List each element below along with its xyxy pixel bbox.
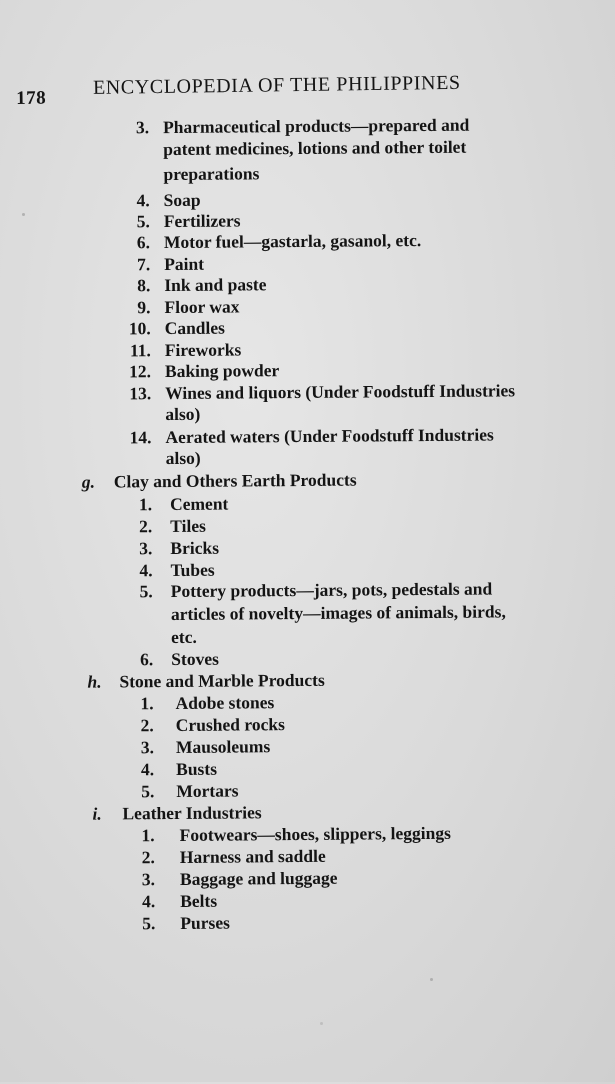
item-text-line [163, 114, 555, 138]
item-number: 9. [137, 297, 151, 318]
item-text: Wines and liquors (Under Foodstuff Industries [165, 380, 516, 404]
item-text: Floor wax [164, 296, 240, 318]
item-text: Pharmaceutical products—prepared and [162, 114, 470, 138]
section-letter: g. [81, 471, 96, 492]
item-number: 1. [140, 693, 154, 714]
item-number: 6. [140, 649, 154, 670]
item-number: 12. [129, 361, 152, 382]
paper-speck [320, 1022, 323, 1025]
item-text: also) [165, 447, 201, 469]
item-text: Tubes [170, 559, 215, 581]
item-text: patent medicines, lotions and other toilet [163, 136, 467, 160]
item-number: 7. [136, 254, 151, 275]
item-text: Cement [169, 493, 229, 515]
item-text: Stoves [171, 648, 219, 670]
item-number: 1. [138, 494, 153, 515]
item-text: Fertilizers [163, 210, 241, 232]
paper-speck [22, 213, 25, 216]
item-number: 4. [139, 560, 153, 581]
item-text: Candles [164, 317, 226, 339]
item-text: Paint [164, 253, 205, 275]
item-number: 5. [136, 211, 150, 232]
item-number: 2. [140, 715, 154, 736]
item-text: Crushed rocks [175, 714, 285, 735]
item-text: articles of novelty—images of animals, birds, [170, 601, 506, 625]
paper-speck [430, 978, 433, 981]
item-number: 8. [137, 275, 151, 296]
item-text: Pottery products—jars, pots, pedestals and [170, 578, 493, 602]
item-number: 3. [139, 538, 153, 559]
item-number: 4. [136, 190, 150, 211]
item-number: 10. [128, 318, 151, 339]
item-number: 5. [142, 913, 156, 934]
item-text: etc. [170, 626, 197, 648]
running-title: ENCYCLOPEDIA OF THE PHILIPPINES [92, 71, 461, 99]
item-text: Aerated waters (Under Foodstuff Industries [165, 424, 494, 448]
item-number: 14. [129, 427, 152, 448]
item-number: 1. [141, 825, 155, 846]
item-text: Adobe stones [175, 692, 275, 713]
item-number: 3. [141, 869, 156, 890]
item-text: Harness and saddle [179, 845, 326, 867]
section-title: Clay and Others Earth Products [113, 469, 357, 492]
item-number: 5. [139, 581, 153, 602]
item-number: 3. [140, 737, 155, 758]
item-text: preparations [163, 163, 260, 185]
item-number: 5. [141, 781, 155, 802]
item-text: Tiles [170, 515, 206, 537]
item-text: also) [165, 403, 201, 425]
item-number: 2. [138, 516, 153, 537]
item-number: 3. [135, 117, 150, 138]
section-title: Stone and Marble Products [119, 669, 325, 692]
item-text: Belts [180, 890, 218, 911]
item-number: 2. [141, 847, 155, 868]
item-number: 4. [141, 891, 156, 912]
item-text: Motor fuel—gastarla, gasanol, etc. [163, 230, 422, 253]
page-number: 178 [15, 87, 47, 109]
item-number: 13. [129, 383, 152, 404]
section-letter: i. [92, 803, 102, 824]
item-text: Baking powder [164, 360, 280, 382]
item-text: Busts [176, 758, 218, 779]
item-text: Mortars [176, 780, 239, 801]
item-number: 11. [129, 340, 151, 361]
item-text: Fireworks [164, 339, 242, 361]
section-title: Leather Industries [122, 802, 262, 824]
section-letter: h. [87, 671, 102, 692]
item-text: Footwears—shoes, slippers, leggings [179, 822, 451, 845]
item-text: Purses [180, 912, 230, 933]
item-text: Ink and paste [164, 274, 267, 296]
item-number: 4. [140, 759, 155, 780]
item-text: Soap [163, 189, 201, 211]
item-text: Mausoleums [175, 736, 271, 757]
item-number: 6. [136, 232, 151, 253]
item-text: Bricks [170, 537, 220, 559]
item-text: Baggage and luggage [179, 867, 338, 889]
